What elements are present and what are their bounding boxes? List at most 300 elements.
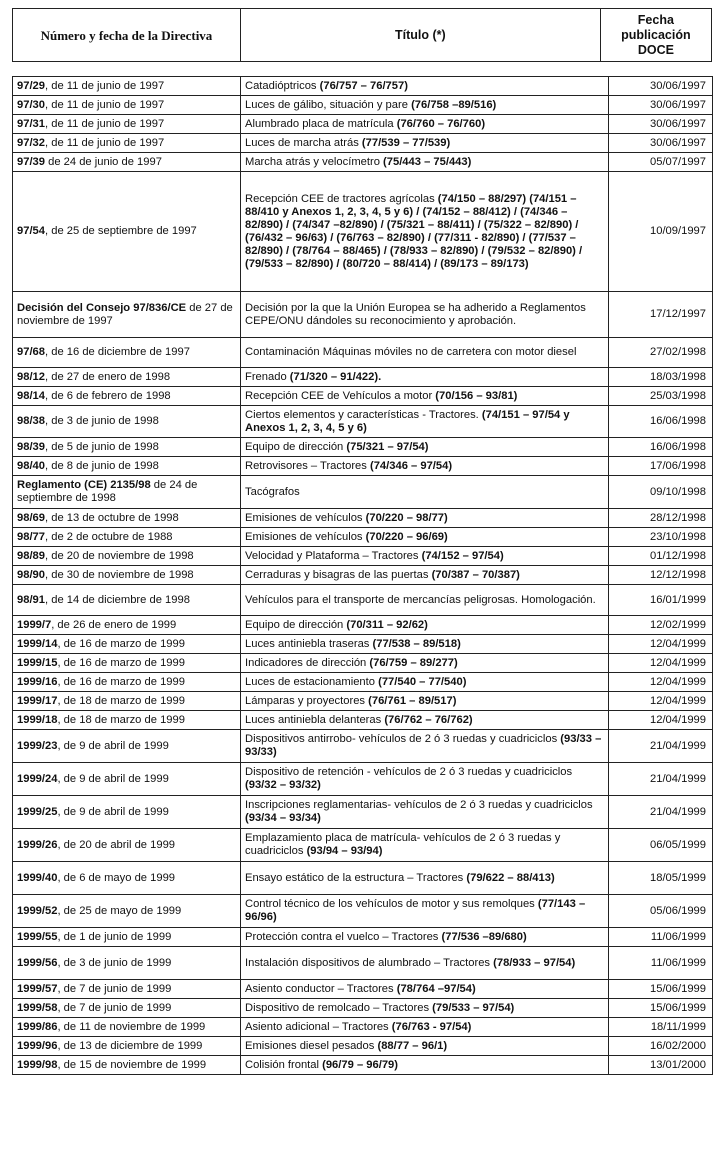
directive-reference: (77/143 – 96/96)	[245, 898, 586, 923]
directive-date: , de 27 de enero de 1998	[45, 370, 171, 383]
table-row	[13, 1018, 713, 1037]
directive-number-date	[13, 585, 241, 616]
publication-date: 23/10/1998	[609, 528, 713, 547]
directive-reference: (70/311 – 92/62)	[346, 618, 428, 631]
directive-title-text: Equipo de dirección	[245, 618, 347, 631]
directive-reference: (79/622 – 88/413)	[466, 871, 555, 884]
directive-title-text: Dispositivo de remolcado – Tractores	[245, 1001, 433, 1014]
directive-date: , de 9 de abril de 1999	[57, 805, 169, 818]
directive-title	[241, 368, 609, 387]
directive-number: 97/29	[17, 79, 45, 92]
table-row	[13, 673, 713, 692]
directive-title	[241, 338, 609, 368]
directive-number-date	[13, 476, 241, 509]
directive-title-text: Inscripciones reglamentarias- vehículos de 2 ó 3 ruedas y cuadriciclos	[245, 799, 593, 811]
directive-title-text: Vehículos para el transporte de mercancías peligrosas. Homologación.	[245, 593, 596, 606]
publication-date: 17/06/1998	[609, 457, 713, 476]
directive-number-date	[13, 438, 241, 457]
directive-title	[241, 1018, 609, 1037]
directive-number: 1999/57	[17, 982, 58, 995]
directive-number: 98/38	[17, 415, 45, 427]
table-row	[13, 796, 713, 829]
directive-date: , de 14 de diciembre de 1998	[45, 593, 190, 606]
directive-title-text: Luces de estacionamiento	[245, 675, 379, 688]
directive-date: de 24 de junio de 1997	[45, 155, 162, 168]
directive-title	[241, 711, 609, 730]
directive-title	[241, 1037, 609, 1056]
table-row	[13, 292, 713, 338]
directive-title	[241, 635, 609, 654]
directive-title-text: Marcha atrás y velocímetro	[245, 155, 384, 168]
directive-title-text: Asiento adicional – Tractores	[245, 1020, 392, 1033]
directive-number: 98/90	[17, 568, 45, 581]
publication-date: 21/04/1999	[609, 730, 713, 763]
table-row	[13, 928, 713, 947]
directive-number-date	[13, 862, 241, 895]
directive-number: 1999/25	[17, 805, 58, 818]
publication-date: 21/04/1999	[609, 796, 713, 829]
directive-title-text: Emisiones diesel pesados	[245, 1039, 378, 1052]
directive-number-date	[13, 292, 241, 338]
directive-number-date	[13, 980, 241, 999]
directive-number-date	[13, 829, 241, 862]
directive-title-text: Emplazamiento placa de matrícula- vehículos de 2 ó 3 ruedas y cuadriciclos	[245, 832, 561, 857]
directive-date: , de 16 de marzo de 1999	[57, 675, 185, 688]
directive-reference: (76/759 – 89/277)	[369, 656, 458, 669]
directive-date: , de 8 de junio de 1998	[45, 459, 159, 472]
directive-date: de 24 de septiembre de 1998	[17, 479, 198, 504]
directive-title	[241, 796, 609, 829]
directive-date: , de 6 de febrero de 1998	[45, 389, 171, 402]
directive-number-date	[13, 338, 241, 368]
directive-date: , de 6 de mayo de 1999	[57, 871, 176, 884]
directive-number: 1999/52	[17, 904, 58, 917]
directive-number: 1999/55	[17, 930, 58, 943]
table-row	[13, 763, 713, 796]
table-row	[13, 1056, 713, 1075]
directive-title-text: Asiento conductor – Tractores	[245, 982, 397, 995]
publication-date: 12/12/1998	[609, 566, 713, 585]
table-row	[13, 635, 713, 654]
table-row	[13, 980, 713, 999]
publication-date: 12/04/1999	[609, 654, 713, 673]
directive-title-text: Ensayo estático de la estructura – Tractores	[245, 871, 467, 884]
publication-date: 12/04/1999	[609, 711, 713, 730]
directive-number-date	[13, 547, 241, 566]
directive-number: 1999/40	[17, 871, 58, 884]
directive-number-date	[13, 77, 241, 96]
directive-date: , de 25 de septiembre de 1997	[45, 225, 197, 237]
directive-title	[241, 387, 609, 406]
directive-number: 98/14	[17, 389, 45, 402]
directive-date: , de 18 de marzo de 1999	[57, 694, 185, 707]
directives-table	[12, 76, 713, 1075]
publication-date: 15/06/1999	[609, 980, 713, 999]
table-header	[12, 8, 712, 62]
publication-date: 21/04/1999	[609, 763, 713, 796]
directive-reference: (77/538 – 89/518)	[372, 637, 461, 650]
directive-reference: (71/320 – 91/422).	[289, 370, 382, 383]
directive-reference: (77/539 – 77/539)	[361, 136, 451, 149]
table-row	[13, 368, 713, 387]
directive-title	[241, 134, 609, 153]
directive-date: , de 11 de junio de 1997	[45, 79, 165, 92]
directive-date: , de 3 de junio de 1999	[57, 956, 172, 969]
directive-title	[241, 692, 609, 711]
directive-date: , de 20 de abril de 1999	[57, 838, 176, 851]
directive-number: 98/39	[17, 440, 45, 453]
directive-number: 1999/56	[17, 956, 58, 969]
directive-title-text: Emisiones de vehículos	[245, 511, 366, 524]
publication-date: 25/03/1998	[609, 387, 713, 406]
directive-number-date	[13, 763, 241, 796]
table-row	[13, 509, 713, 528]
directive-number-date	[13, 1056, 241, 1075]
directive-number-date	[13, 134, 241, 153]
directive-title	[241, 616, 609, 635]
directive-date: , de 9 de abril de 1999	[57, 739, 169, 752]
table-row	[13, 153, 713, 172]
directive-title	[241, 829, 609, 862]
publication-date: 12/04/1999	[609, 692, 713, 711]
publication-date: 05/06/1999	[609, 895, 713, 928]
publication-date: 18/11/1999	[609, 1018, 713, 1037]
header-date-line2: publicación	[621, 27, 691, 42]
directive-reference: (76/762 – 76/762)	[384, 713, 473, 726]
directive-number: 98/69	[17, 511, 45, 524]
directive-title	[241, 566, 609, 585]
table-row	[13, 528, 713, 547]
publication-date: 18/03/1998	[609, 368, 713, 387]
directive-reference: (70/220 – 98/77)	[365, 511, 448, 524]
table-row	[13, 172, 713, 292]
directive-title-text: Protección contra el vuelco – Tractores	[245, 930, 442, 943]
directive-number: Decisión del Consejo 97/836/CE	[17, 301, 187, 314]
directive-number: 97/30	[17, 98, 45, 111]
table-row	[13, 711, 713, 730]
directive-title	[241, 895, 609, 928]
directive-date: , de 13 de octubre de 1998	[45, 511, 179, 524]
publication-date: 09/10/1998	[609, 476, 713, 509]
directive-date: , de 1 de junio de 1999	[57, 930, 172, 943]
publication-date: 05/07/1997	[609, 153, 713, 172]
directive-reference: (74/150 – 88/297) (74/151 – 88/410 y Anexos 1, 2, 3, 4, 5 y 6) / (74/152 – 88/412) / (74/346 – 82/890) / (74/347 –82/890) / (75/321 – 88/411) / (75/322 – 82/890) / (76/432 – 96/63) / (76/763 – 82/890) / (77/311 - 82/890) / (77/537 – 82/890) / (78/764 – 88/465) / (78/933 – 82/890) / (79/532 – 82/890) / (79/533 – 82/890) / (80/720 – 88/414) / (89/173 – 89/173)	[245, 192, 583, 270]
directive-date: , de 13 de diciembre de 1999	[57, 1039, 203, 1052]
directive-title-text: Alumbrado placa de matrícula	[245, 117, 397, 130]
directive-number-date	[13, 368, 241, 387]
directive-date: de 27 de noviembre de 1997	[17, 301, 233, 327]
header-date-line1: Fecha	[637, 12, 674, 27]
directive-number: 97/68	[17, 346, 45, 358]
directive-title	[241, 1056, 609, 1075]
publication-date: 12/04/1999	[609, 635, 713, 654]
table-row	[13, 862, 713, 895]
directive-reference: (76/761 – 89/517)	[368, 694, 457, 707]
directive-number: 1999/26	[17, 838, 58, 851]
directive-number-date	[13, 796, 241, 829]
directive-title-text: Ciertos elementos y características - Tractores.	[245, 408, 482, 421]
directive-title-text: Catadióptricos	[245, 79, 320, 92]
header-number-date: Número y fecha de la Directiva	[13, 9, 241, 62]
directive-reference: (75/443 – 75/443)	[383, 155, 472, 168]
directive-reference: (93/33 – 93/33)	[245, 733, 602, 758]
directive-number: 1999/98	[17, 1058, 58, 1071]
directive-title	[241, 172, 609, 292]
directive-date: , de 11 de junio de 1997	[45, 98, 165, 111]
directive-title	[241, 763, 609, 796]
directive-title-text: Luces de gálibo, situación y pare	[245, 98, 412, 111]
directive-number: 97/31	[17, 117, 45, 130]
directive-reference: (74/152 – 97/54)	[421, 549, 504, 562]
directive-number: 1999/7	[17, 618, 52, 631]
directive-number-date	[13, 115, 241, 134]
directive-number-date	[13, 654, 241, 673]
publication-date: 30/06/1997	[609, 115, 713, 134]
directive-title-text: Recepción CEE de Vehículos a motor	[245, 389, 436, 402]
directive-number: 1999/18	[17, 713, 58, 726]
publication-date: 16/02/2000	[609, 1037, 713, 1056]
table-row	[13, 438, 713, 457]
directive-title	[241, 947, 609, 980]
directive-date: , de 11 de junio de 1997	[45, 117, 165, 130]
directive-reference: (96/79 – 96/79)	[322, 1058, 398, 1071]
directive-title-text: Velocidad y Plataforma – Tractores	[245, 549, 422, 562]
directive-title	[241, 980, 609, 999]
directive-title	[241, 406, 609, 438]
header-publication-date	[600, 9, 711, 62]
directive-title-text: Luces antiniebla traseras	[245, 637, 373, 650]
directive-date: , de 2 de octubre de 1988	[45, 530, 173, 543]
directive-date: , de 16 de marzo de 1999	[57, 656, 185, 669]
directive-title	[241, 77, 609, 96]
publication-date: 16/06/1998	[609, 438, 713, 457]
table-row	[13, 547, 713, 566]
table-row	[13, 476, 713, 509]
publication-date: 18/05/1999	[609, 862, 713, 895]
directive-title	[241, 654, 609, 673]
publication-date: 28/12/1998	[609, 509, 713, 528]
publication-date: 27/02/1998	[609, 338, 713, 368]
directive-title-text: Control técnico de los vehículos de motor y sus remolques	[245, 898, 538, 910]
table-row	[13, 616, 713, 635]
directive-number: 1999/15	[17, 656, 58, 669]
directive-title	[241, 928, 609, 947]
table-row	[13, 115, 713, 134]
header-date-line3: DOCE	[637, 42, 674, 57]
publication-date: 30/06/1997	[609, 77, 713, 96]
publication-date: 16/01/1999	[609, 585, 713, 616]
table-row	[13, 134, 713, 153]
directive-number: 1999/23	[17, 739, 58, 752]
directive-number-date	[13, 406, 241, 438]
directive-title	[241, 476, 609, 509]
directive-title-text: Luces antiniebla delanteras	[245, 713, 385, 726]
directive-title-text: Luces de marcha atrás	[245, 136, 362, 149]
directive-title	[241, 673, 609, 692]
directive-number-date	[13, 566, 241, 585]
directive-reference: (76/763 - 97/54)	[391, 1020, 472, 1033]
directive-number: 98/89	[17, 549, 45, 562]
directive-number-date	[13, 928, 241, 947]
directive-date: , de 16 de diciembre de 1997	[45, 346, 190, 358]
directive-number: 1999/24	[17, 772, 58, 785]
directive-title	[241, 730, 609, 763]
table-row	[13, 829, 713, 862]
directive-title-text: Tacógrafos	[245, 485, 300, 498]
table-row	[13, 1037, 713, 1056]
directive-title	[241, 547, 609, 566]
directive-date: , de 5 de junio de 1998	[45, 440, 159, 453]
directive-date: , de 11 de noviembre de 1999	[57, 1020, 206, 1033]
table-row	[13, 96, 713, 115]
directive-reference: (75/321 – 97/54)	[346, 440, 429, 453]
directive-reference: (78/764 –97/54)	[396, 982, 476, 995]
directive-reference: (79/533 – 97/54)	[432, 1001, 515, 1014]
publication-date: 16/06/1998	[609, 406, 713, 438]
directive-title	[241, 509, 609, 528]
directive-number-date	[13, 172, 241, 292]
directive-number-date	[13, 528, 241, 547]
table-row	[13, 457, 713, 476]
directive-title	[241, 457, 609, 476]
directive-number: 97/54	[17, 225, 45, 237]
directive-title	[241, 438, 609, 457]
directive-number-date	[13, 509, 241, 528]
directive-title	[241, 96, 609, 115]
directive-title-text: Indicadores de dirección	[245, 656, 370, 669]
directive-reference: (77/536 –89/680)	[441, 930, 527, 943]
directive-date: , de 7 de junio de 1999	[57, 1001, 172, 1014]
directive-title-text: Lámparas y proyectores	[245, 694, 369, 707]
publication-date: 10/09/1997	[609, 172, 713, 292]
directive-title-text: Cerraduras y bisagras de las puertas	[245, 568, 432, 581]
publication-date: 11/06/1999	[609, 947, 713, 980]
directive-date: , de 7 de junio de 1999	[57, 982, 172, 995]
publication-date: 30/06/1997	[609, 134, 713, 153]
table-row	[13, 895, 713, 928]
directive-number-date	[13, 999, 241, 1018]
directive-reference: (88/77 – 96/1)	[377, 1039, 448, 1052]
directive-date: , de 20 de noviembre de 1998	[45, 549, 194, 562]
directive-date: , de 15 de noviembre de 1999	[57, 1058, 207, 1071]
directive-reference: (74/346 – 97/54)	[369, 459, 453, 472]
directive-reference: (70/220 – 96/69)	[365, 530, 448, 543]
table-row	[13, 947, 713, 980]
table-row	[13, 406, 713, 438]
directive-number: 98/40	[17, 459, 45, 472]
directive-number-date	[13, 1018, 241, 1037]
publication-date: 15/06/1999	[609, 999, 713, 1018]
directive-title-text: Retrovisores – Tractores	[245, 459, 370, 472]
directive-date: , de 11 de junio de 1997	[45, 136, 165, 149]
directive-date: , de 16 de marzo de 1999	[57, 637, 185, 650]
directive-title-text: Dispositivo de retención - vehículos de 2 ó 3 ruedas y cuadriciclos	[245, 766, 573, 778]
directive-reference: (93/34 – 93/34)	[245, 812, 321, 824]
directive-title	[241, 528, 609, 547]
directive-date: , de 30 de noviembre de 1998	[45, 568, 194, 581]
publication-date: 13/01/2000	[609, 1056, 713, 1075]
directive-reference: (76/758 –89/516)	[411, 98, 497, 111]
directive-date: , de 9 de abril de 1999	[57, 772, 169, 785]
table-row	[13, 654, 713, 673]
directive-number-date	[13, 457, 241, 476]
table-row	[13, 566, 713, 585]
directive-number: 1999/17	[17, 694, 58, 707]
directive-title	[241, 153, 609, 172]
directive-date: , de 26 de enero de 1999	[51, 618, 177, 631]
table-row	[13, 338, 713, 368]
directive-title-text: Dispositivos antirrobo- vehículos de 2 ó 3 ruedas y cuadriciclos	[245, 733, 561, 745]
directive-reference: (76/757 – 76/757)	[319, 79, 408, 92]
directive-title-text: Frenado	[245, 370, 290, 383]
publication-date: 06/05/1999	[609, 829, 713, 862]
directive-title	[241, 999, 609, 1018]
directive-title	[241, 585, 609, 616]
directive-number: 98/91	[17, 593, 45, 606]
directive-number: 97/32	[17, 136, 45, 149]
directive-number: 98/77	[17, 530, 45, 543]
directive-reference: (77/540 – 77/540)	[378, 675, 467, 688]
directive-date: , de 3 de junio de 1998	[45, 415, 159, 427]
directive-title	[241, 115, 609, 134]
directive-number: 1999/58	[17, 1001, 58, 1014]
directive-number-date	[13, 730, 241, 763]
directive-number: Reglamento (CE) 2135/98	[17, 479, 151, 491]
directive-title-text: Decisión por la que la Unión Europea se ha adherido a Reglamentos CEPE/ONU dándoles su reconocimiento y aprobación.	[245, 301, 586, 327]
table-row	[13, 730, 713, 763]
table-row	[13, 692, 713, 711]
directive-reference: (74/151 – 97/54 y Anexos 1, 2, 3, 4, 5 y 6)	[245, 408, 570, 434]
directive-reference: (76/760 – 76/760)	[396, 117, 486, 130]
directive-number-date	[13, 711, 241, 730]
publication-date: 12/04/1999	[609, 673, 713, 692]
directive-title-text: Equipo de dirección	[245, 440, 347, 453]
directive-reference: (93/32 – 93/32)	[245, 779, 321, 791]
directive-number: 1999/14	[17, 637, 58, 650]
publication-date: 01/12/1998	[609, 547, 713, 566]
directive-reference: (78/933 – 97/54)	[493, 956, 576, 969]
directive-number-date	[13, 947, 241, 980]
directive-date: , de 25 de mayo de 1999	[57, 904, 182, 917]
directive-reference: (70/387 – 70/387)	[431, 568, 520, 581]
directive-number-date	[13, 1037, 241, 1056]
header-title: Título (*)	[240, 9, 600, 62]
directive-number-date	[13, 616, 241, 635]
directive-number: 98/12	[17, 370, 45, 383]
publication-date: 12/02/1999	[609, 616, 713, 635]
directive-title	[241, 292, 609, 338]
directive-number-date	[13, 692, 241, 711]
table-row	[13, 77, 713, 96]
directive-title	[241, 862, 609, 895]
table-row	[13, 585, 713, 616]
directive-title-text: Recepción CEE de tractores agrícolas	[245, 192, 438, 205]
directive-number: 1999/86	[17, 1020, 58, 1033]
directive-number-date	[13, 673, 241, 692]
directive-title-text: Instalación dispositivos de alumbrado – Tractores	[245, 956, 494, 969]
directive-number-date	[13, 153, 241, 172]
directive-reference: (93/94 – 93/94)	[306, 845, 383, 857]
directive-reference: (70/156 – 93/81)	[435, 389, 518, 402]
directive-number: 1999/16	[17, 675, 58, 688]
table-row	[13, 387, 713, 406]
directive-number: 97/39	[17, 155, 45, 168]
directive-number-date	[13, 387, 241, 406]
publication-date: 30/06/1997	[609, 96, 713, 115]
directive-number-date	[13, 895, 241, 928]
publication-date: 11/06/1999	[609, 928, 713, 947]
directive-title-text: Contaminación Máquinas móviles no de carretera con motor diesel	[245, 346, 577, 358]
